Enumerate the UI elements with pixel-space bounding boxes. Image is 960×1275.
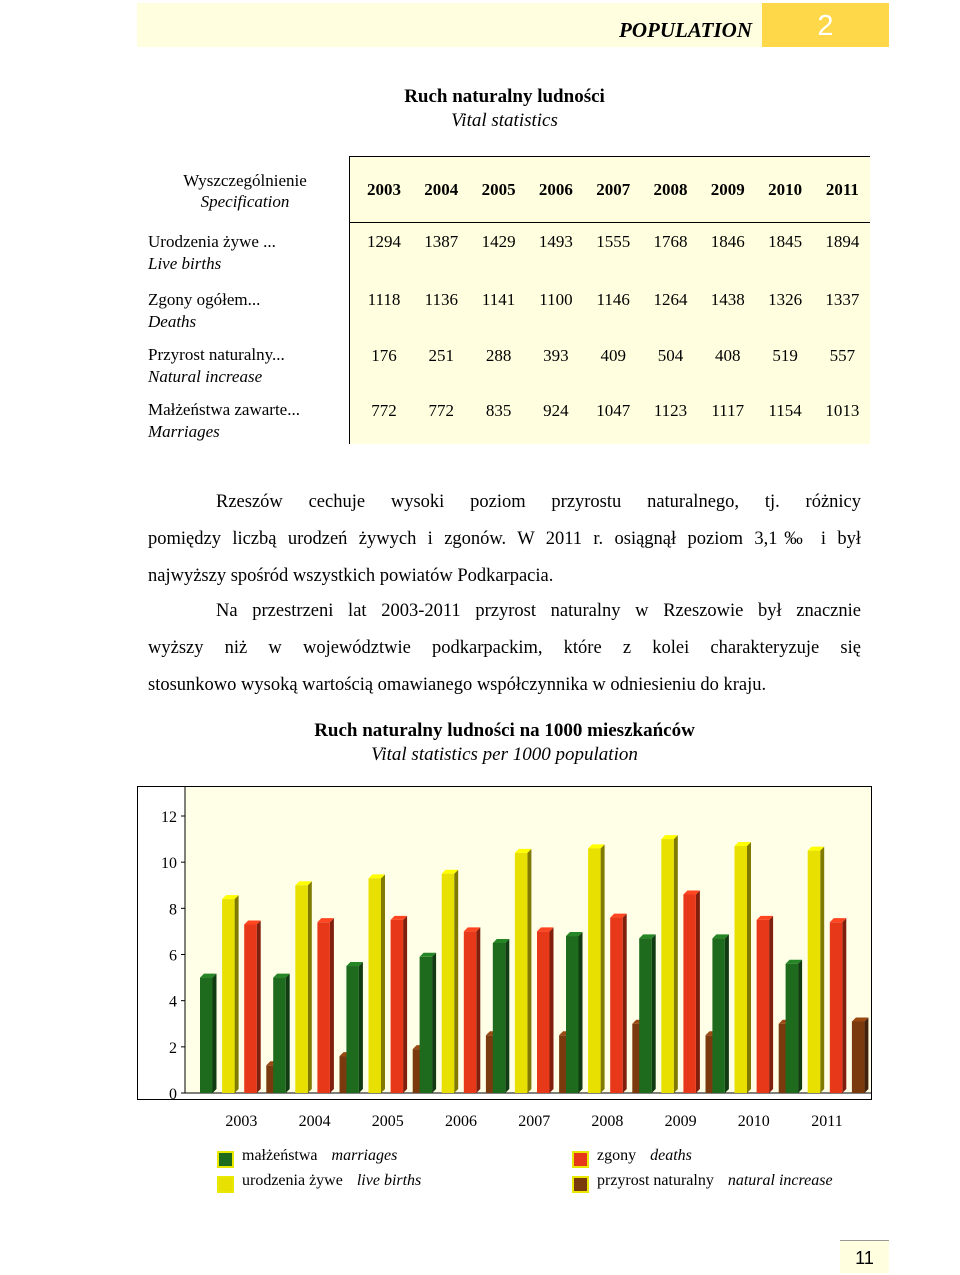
legend-label [597, 1147, 692, 1165]
row-label-en: Marriages [148, 422, 220, 441]
legend-label [242, 1172, 421, 1190]
y-tick-label: 4 [169, 993, 177, 1011]
bar [588, 848, 601, 1093]
row-label-pl: Zgony ogółem... [148, 290, 261, 309]
bar [735, 846, 748, 1093]
x-tick-label: 2010 [737, 1113, 770, 1130]
paragraph-2 [148, 593, 861, 704]
table-cell: 176 [371, 346, 397, 365]
row-label [148, 399, 300, 443]
table-cell: 409 [600, 346, 626, 365]
bar-side [235, 895, 239, 1093]
bar-side [601, 844, 605, 1093]
row-label-en: Deaths [148, 312, 197, 331]
table-cell: 1117 [711, 401, 745, 420]
bar-side [381, 874, 385, 1093]
year-header: 2010 [768, 180, 803, 199]
bar [786, 964, 799, 1093]
y-tick-label: 12 [161, 809, 177, 826]
table-cell: 1326 [768, 290, 803, 309]
bar-side [454, 870, 458, 1093]
bar [200, 978, 213, 1093]
bar-chart [137, 786, 872, 1156]
table-cell: 772 [428, 401, 455, 420]
paragraph-line: Rzeszów cechuje wysoki poziom przyrostu naturalnego, tj. różnicy [216, 492, 861, 512]
bar-side [527, 849, 531, 1093]
table-cell: 519 [772, 346, 798, 365]
table-cell: 924 [543, 401, 569, 420]
data-table [349, 156, 870, 444]
chart-title-en: Vital statistics per 1000 population [371, 744, 638, 765]
bar-side [696, 890, 700, 1093]
bar-side [623, 914, 627, 1093]
year-header: 2007 [596, 180, 631, 199]
legend-label-en: live births [356, 1172, 422, 1189]
table-cell: 1294 [367, 232, 401, 251]
bar [515, 853, 528, 1093]
row-label-pl: Małżeństwa zawarte... [148, 400, 300, 419]
table-title-en: Vital statistics [451, 110, 558, 131]
bar-side [550, 927, 554, 1093]
table-cell: 1337 [825, 290, 860, 309]
table-cell: 1845 [768, 232, 803, 251]
paragraph-line: Na przestrzeni lat 2003-2011 przyrost naturalny w Rzeszowie był znacznie [216, 601, 861, 621]
bar-side [359, 962, 363, 1093]
year-header: 2008 [653, 180, 688, 199]
table-cell: 288 [485, 346, 512, 365]
bar-side [864, 1017, 868, 1093]
table-cell: 408 [715, 346, 741, 365]
table-cell: 1013 [825, 401, 860, 420]
table-cell: 504 [657, 346, 684, 365]
year-header: 2011 [825, 180, 859, 199]
year-header: 2009 [710, 180, 745, 199]
y-tick-label: 8 [169, 901, 177, 919]
bar-side [769, 916, 773, 1093]
row-label [148, 231, 276, 275]
table-cell: 1438 [710, 290, 745, 309]
bar [537, 931, 550, 1093]
year-header: 2003 [367, 180, 401, 199]
bar-side [842, 918, 846, 1093]
bar [369, 878, 382, 1093]
bar-side [674, 835, 678, 1093]
spec-header-en: Specification [200, 192, 290, 211]
chart-title-pl: Ruch naturalny ludności na 1000 mieszkańców [314, 720, 695, 741]
bar-side [820, 847, 824, 1093]
bar-side [798, 960, 802, 1093]
table-cell: 1387 [424, 232, 459, 251]
legend-label-en: marriages [331, 1147, 398, 1164]
bar [391, 920, 404, 1093]
row-label [148, 289, 260, 333]
bar-side [725, 934, 729, 1093]
bar [661, 839, 674, 1093]
bar [464, 931, 477, 1093]
legend-label-pl: małżeństwa [242, 1147, 318, 1164]
y-tick-label: 0 [169, 1086, 177, 1103]
bar [712, 938, 725, 1093]
x-tick-label: 2009 [664, 1113, 697, 1130]
bar [222, 899, 235, 1093]
table-cell: 1555 [596, 232, 631, 251]
legend-swatch [217, 1151, 234, 1168]
x-tick-label: 2007 [518, 1113, 551, 1130]
table-cell: 1493 [538, 232, 573, 251]
chapter-number: 2 [762, 3, 889, 47]
legend-label [242, 1147, 397, 1165]
table-cell: 1136 [424, 290, 458, 309]
bar [566, 936, 579, 1093]
table-cell: 1894 [825, 232, 860, 251]
row-label-en: Natural increase [148, 367, 263, 386]
table-cell: 1146 [596, 290, 630, 309]
row-label-pl: Urodzenia żywe ... [148, 232, 276, 251]
bar [493, 943, 506, 1093]
bar-side [579, 932, 583, 1093]
x-tick-label: 2008 [591, 1113, 624, 1130]
bar [442, 874, 455, 1093]
bar [757, 920, 770, 1093]
x-tick-label: 2004 [298, 1113, 331, 1130]
legend-label-pl: urodzenia żywe [242, 1172, 343, 1189]
bar-side [476, 927, 480, 1093]
paragraph-line: najwyższy spośród wszystkich powiatów Podkarpacia. [148, 566, 554, 586]
x-tick-label: 2005 [371, 1113, 404, 1130]
legend-label-pl: przyrost naturalny [597, 1172, 714, 1189]
table-cell: 557 [829, 346, 856, 365]
table-cell: 1429 [481, 232, 516, 251]
table-cell: 1154 [768, 401, 802, 420]
legend-swatch [572, 1151, 589, 1168]
year-header: 2006 [538, 180, 573, 199]
bar [852, 1021, 865, 1093]
y-tick-label: 10 [161, 855, 177, 873]
paragraph-line: pomiędzy liczbą urodzeń żywych i zgonów. W 2011 r. osiągnął poziom 3,1‰ i był [148, 529, 861, 549]
spec-header-pl: Wyszczególnienie [183, 171, 307, 190]
y-tick-label: 6 [169, 947, 177, 965]
row-label-en: Live births [148, 254, 222, 273]
table-cell: 1846 [710, 232, 745, 251]
bar [244, 924, 257, 1093]
bar-side [257, 920, 261, 1093]
bar [317, 922, 330, 1093]
bar-side [505, 939, 509, 1093]
bar [808, 851, 821, 1093]
x-tick-label: 2011 [811, 1113, 843, 1130]
table-cell: 251 [428, 346, 455, 365]
legend-swatch [217, 1176, 234, 1193]
row-label-pl: Przyrost naturalny... [148, 345, 285, 364]
y-tick-label: 2 [169, 1039, 177, 1057]
table-cell: 1264 [653, 290, 688, 309]
table-cell: 1047 [596, 401, 631, 420]
bar-side [652, 934, 656, 1093]
year-header: 2005 [481, 180, 516, 199]
bar [420, 957, 433, 1093]
table-cell: 835 [485, 401, 512, 420]
bar [295, 885, 308, 1093]
table-title-pl: Ruch naturalny ludności [404, 86, 605, 107]
bar-side [308, 881, 312, 1093]
x-tick-label: 2006 [445, 1113, 477, 1130]
table-cell: 393 [543, 346, 569, 365]
bar [830, 922, 843, 1093]
section-title: POPULATION [619, 18, 752, 42]
bar-side [286, 974, 290, 1093]
legend-swatch [572, 1176, 589, 1193]
page-number: 11 [840, 1240, 889, 1273]
bar-side [747, 842, 751, 1093]
table-cell: 1123 [653, 401, 688, 420]
table-cell: 1100 [539, 290, 573, 309]
bar [273, 978, 286, 1093]
legend-label-pl: zgony [597, 1147, 637, 1164]
bar-side [213, 974, 217, 1093]
table-cell: 1768 [653, 232, 688, 251]
table-cell: 1141 [481, 290, 516, 309]
paragraph-line: wyższy niż w województwie podkarpackim, które z kolei charakteryzuje się [148, 638, 861, 658]
row-label [148, 344, 285, 388]
table-cell: 1118 [367, 290, 401, 309]
bar [683, 894, 696, 1093]
legend-label-en: natural increase [727, 1172, 833, 1189]
bar [610, 918, 623, 1093]
bar-side [330, 918, 334, 1093]
year-header: 2004 [424, 180, 459, 199]
table-cell: 772 [371, 401, 397, 420]
paragraph-1 [148, 484, 861, 595]
x-tick-label: 2003 [225, 1113, 258, 1130]
bar-side [432, 953, 436, 1093]
bar [346, 966, 359, 1093]
bar [639, 938, 652, 1093]
bar-side [403, 916, 407, 1093]
legend-label-en: deaths [650, 1147, 692, 1164]
paragraph-line: stosunkowo wysoką wartością omawianego współczynnika w odniesieniu do kraju. [148, 675, 767, 695]
spec-header [137, 170, 353, 212]
legend-label [597, 1172, 833, 1190]
